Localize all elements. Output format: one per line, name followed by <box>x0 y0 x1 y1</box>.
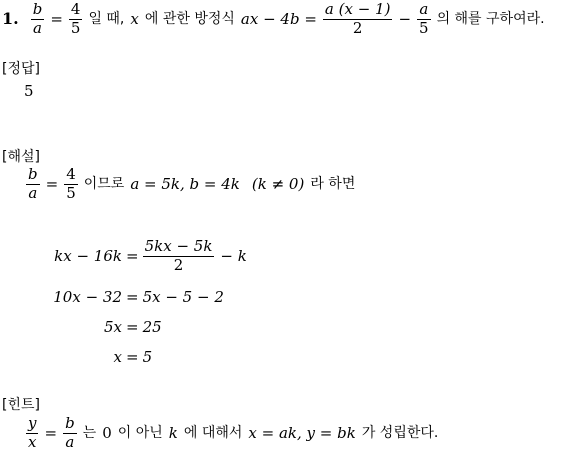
hint-fraction-b-over-a: $\frac{b}{a}$ <box>65 414 75 451</box>
variable-x: x <box>130 9 139 28</box>
solution-label: [해설] <box>2 149 40 165</box>
answer-value: 5 <box>24 82 34 100</box>
solution-fraction-b-over-a: $\frac{b}{a}$ <box>28 165 38 202</box>
equation-rhs-fraction: $\frac{5kx - 5k}{2}$ <box>144 237 213 274</box>
problem-statement <box>2 2 545 37</box>
equals-sign: = <box>50 9 63 28</box>
equation-line-1 <box>20 239 247 274</box>
equals-sign: = <box>126 247 139 266</box>
equation-lhs: x <box>113 348 122 366</box>
solution-condition: (k ≠ 0) <box>251 174 305 193</box>
hint-label: [힌트] <box>2 397 40 413</box>
hint-statement <box>26 416 438 451</box>
solution-fraction-4-over-5: $\frac{4}{5}$ <box>66 165 76 202</box>
hint-text-4: 가 성립한다. <box>361 425 439 442</box>
problem-number: 1. <box>2 9 19 29</box>
equals-sign: = <box>126 288 139 306</box>
problem-text-3: 의 해를 구하여라. <box>436 11 545 28</box>
equation-lhs: kx − 16k <box>54 247 122 266</box>
equation-lhs: 5x <box>103 318 122 336</box>
hint-zero: 0 <box>102 423 112 442</box>
hint-variable-k: k <box>168 423 178 442</box>
problem-text-2: 에 관한 방정식 <box>144 11 235 28</box>
hint-fraction-y-over-x: $\frac{y}{x}$ <box>28 414 37 451</box>
equation-rhs: 5 <box>142 348 153 366</box>
problem-text-1: 일 때, <box>88 11 125 28</box>
fraction-a-x-minus-1-over-2: $\frac{a (x - 1)}{2}$ <box>324 0 391 37</box>
equals-sign: = <box>126 318 139 336</box>
hint-text-1: 는 <box>82 425 97 442</box>
equation-rhs: 25 <box>142 318 162 336</box>
solution-intro <box>26 167 355 202</box>
minus-sign: − <box>398 9 412 28</box>
fraction-4-over-5: $\frac{4}{5}$ <box>70 0 81 37</box>
hint-text-3: 에 대해서 <box>183 425 243 442</box>
equation-rhs: 5x − 5 − 2 <box>142 288 224 306</box>
hint-text-2: 이 아닌 <box>117 425 163 442</box>
fraction-a-over-5: $\frac{a}{5}$ <box>419 0 429 37</box>
equation-rhs-tail: − k <box>220 247 247 266</box>
equation-lhs: 10x − 32 <box>53 288 122 306</box>
equation-line-4 <box>20 348 152 366</box>
equals-sign: = <box>126 348 139 366</box>
equals-sign: = <box>45 174 59 193</box>
solution-text-1: 이므로 <box>83 176 125 193</box>
solution-assignment: a = 5k, b = 4k <box>130 174 240 193</box>
solution-text-2: 라 하면 <box>310 176 356 193</box>
equation-line-2 <box>20 288 224 306</box>
answer-label: [정답] <box>2 61 40 77</box>
fraction-b-over-a: $\frac{b}{a}$ <box>32 0 43 37</box>
equation-line-3 <box>20 318 162 336</box>
equals-sign: = <box>44 423 58 442</box>
equation-lhs: ax − 4b = <box>240 9 317 28</box>
hint-assignment: x = ak, y = bk <box>248 423 356 442</box>
